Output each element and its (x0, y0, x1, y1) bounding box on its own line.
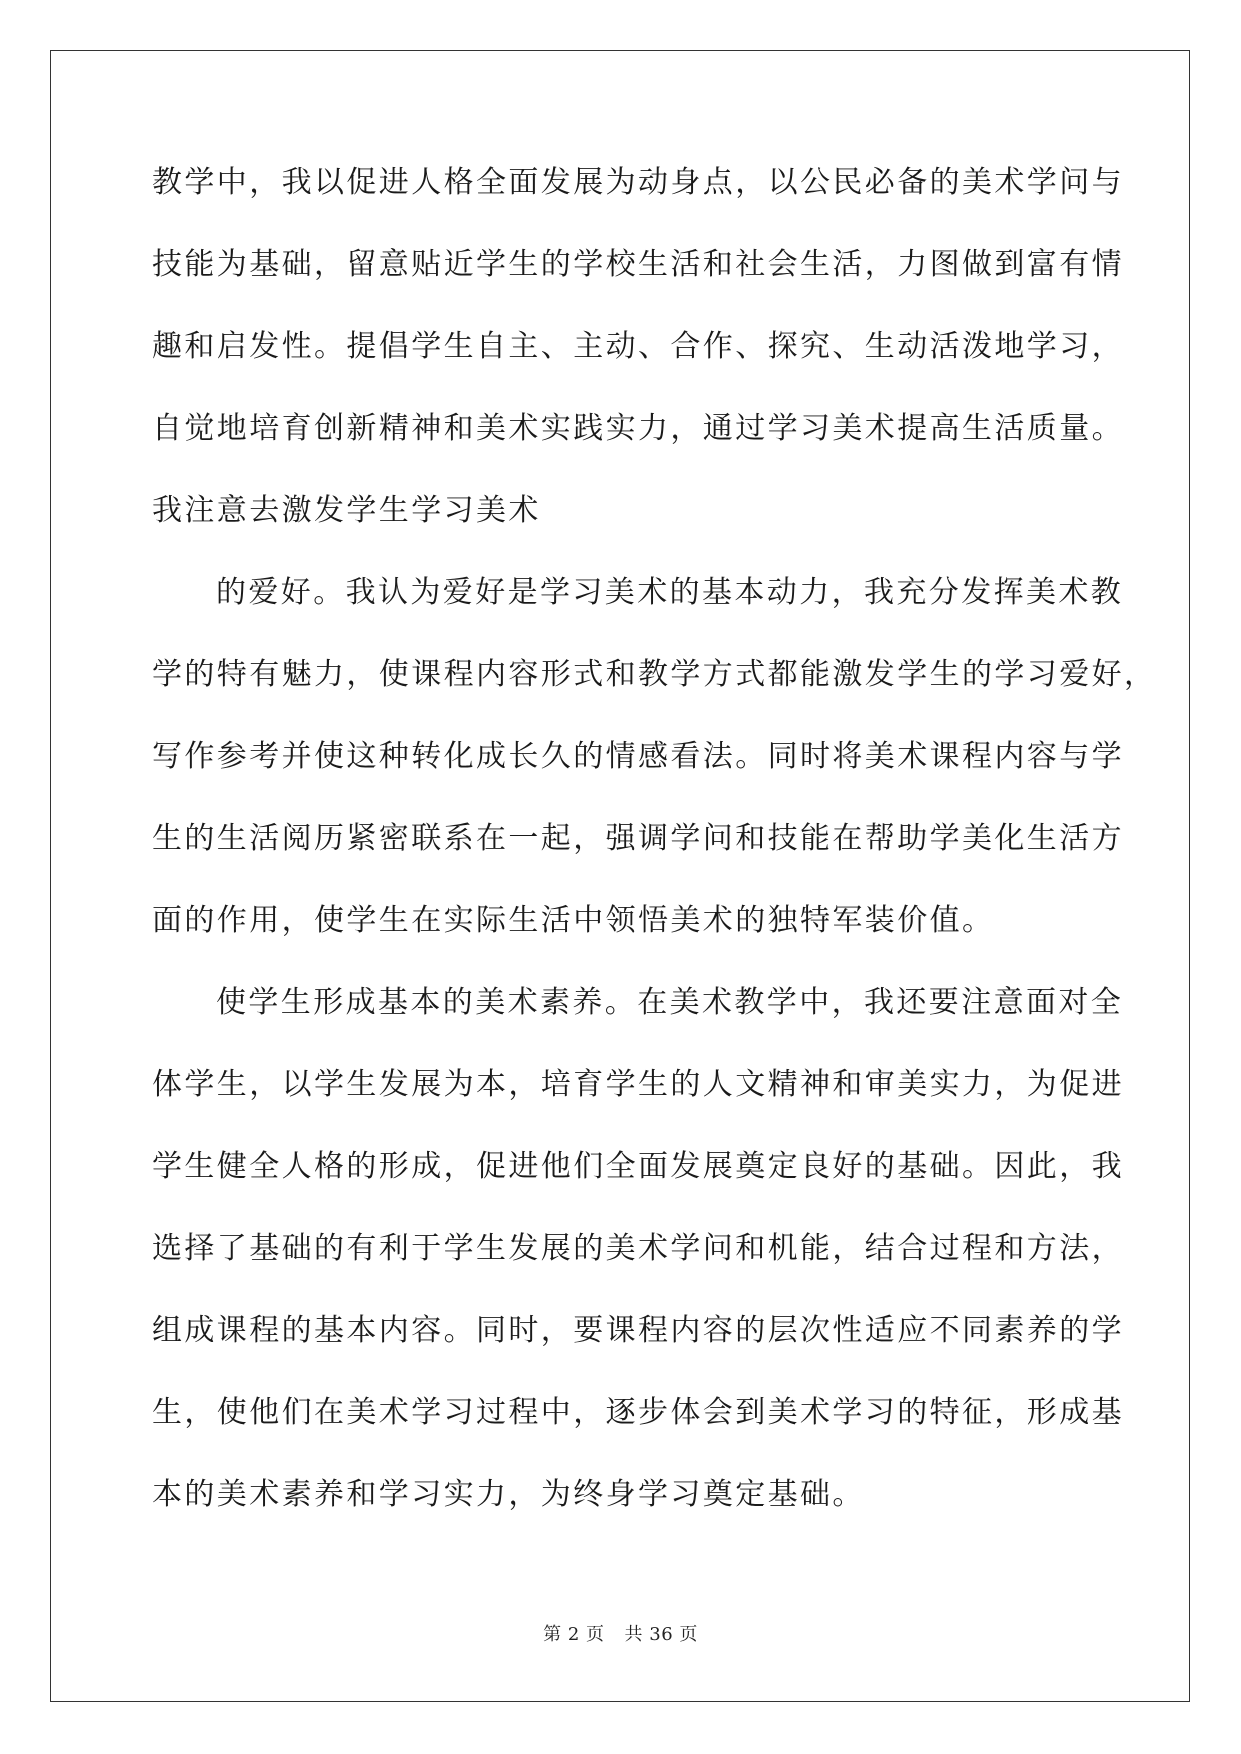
text-line: 自觉地培育创新精神和美术实践实力，通过学习美术提高生活质量。 (152, 411, 1124, 446)
page-footer (0, 1620, 1241, 1646)
text-line: 面的作用，使学生在实际生活中领悟美术的独特军装价值。 (152, 903, 995, 938)
page-number: 第 2 页 (543, 1624, 605, 1645)
text-line: 技能为基础，留意贴近学生的学校生活和社会生活，力图做到富有情 (152, 247, 1124, 282)
text-line: 学的特有魅力，使课程内容形式和教学方式都能激发学生的学习爱好， (152, 657, 1157, 692)
text-line: 选择了基础的有利于学生发展的美术学问和机能，结合过程和方法， (152, 1231, 1124, 1266)
text-line: 教学中，我以促进人格全面发展为动身点，以公民必备的美术学问与 (152, 165, 1124, 200)
text-line: 组成课程的基本内容。同时，要课程内容的层次性适应不同素养的学 (152, 1313, 1124, 1348)
text-line: 趣和启发性。提倡学生自主、主动、合作、探究、生动活泼地学习， (152, 329, 1124, 364)
document-body (152, 158, 1157, 1552)
text-line: 生，使他们在美术学习过程中，逐步体会到美术学习的特征，形成基 (152, 1395, 1124, 1430)
text-line: 我注意去激发学生学习美术 (152, 493, 541, 528)
text-line: 体学生，以学生发展为本，培育学生的人文精神和审美实力，为促进 (152, 1067, 1124, 1102)
text-line: 学生健全人格的形成，促进他们全面发展奠定良好的基础。因此，我 (152, 1149, 1124, 1184)
text-line: 写作参考并使这种转化成长久的情感看法。同时将美术课程内容与学 (152, 739, 1124, 774)
text-line: 本的美术素养和学习实力，为终身学习奠定基础。 (152, 1477, 865, 1512)
paragraph-start-line: 使学生形成基本的美术素养。在美术教学中，我还要注意面对全 (216, 985, 1124, 1020)
paragraph-start-line: 的爱好。我认为爱好是学习美术的基本动力，我充分发挥美术教 (216, 575, 1124, 610)
text-line: 生的生活阅历紧密联系在一起，强调学问和技能在帮助学美化生活方 (152, 821, 1124, 856)
total-pages: 共 36 页 (624, 1624, 698, 1645)
